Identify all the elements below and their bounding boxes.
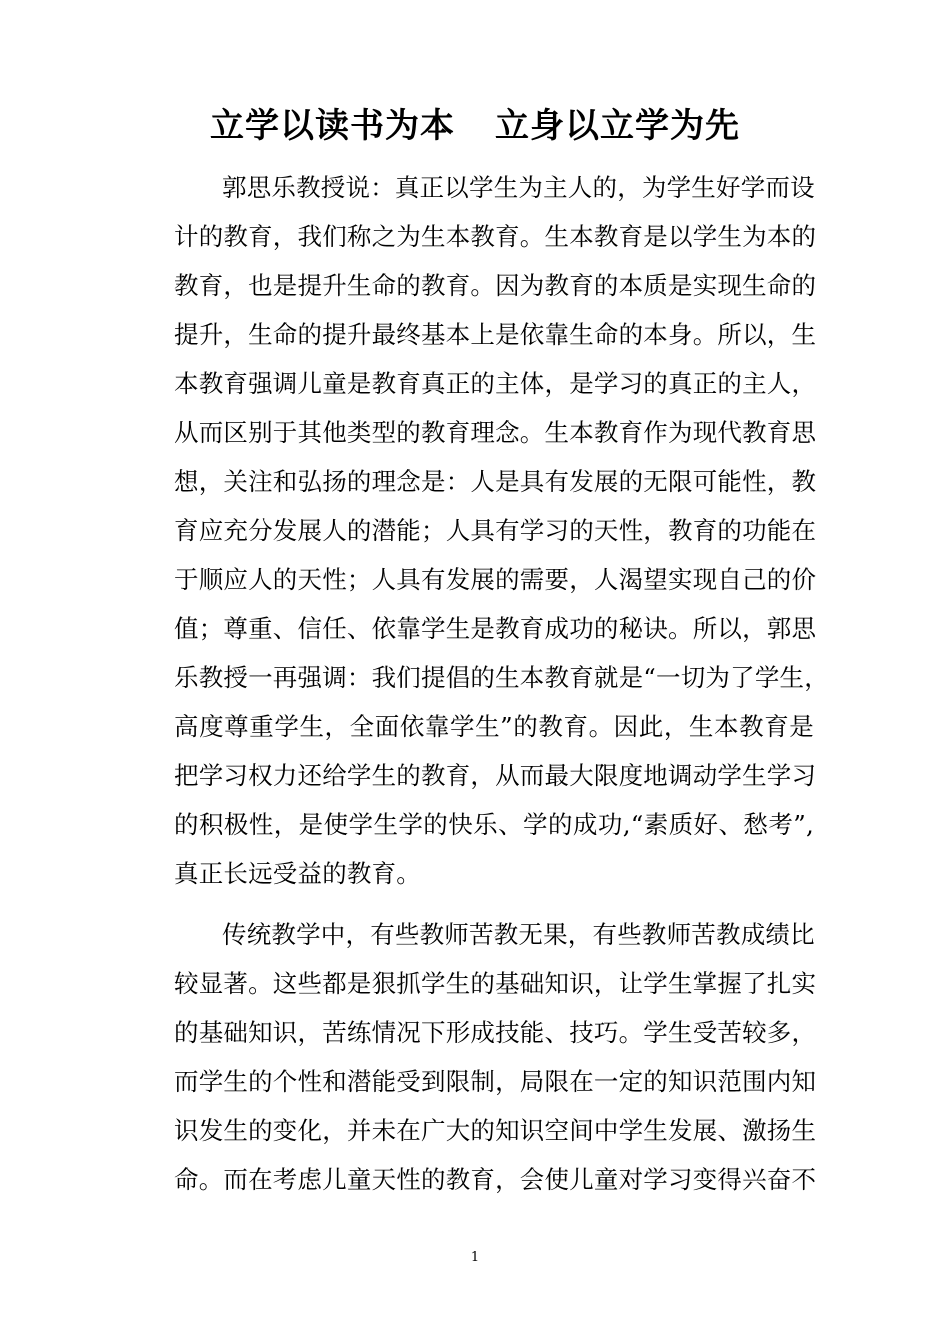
- paragraph-line: 郭思乐教授说：真正以学生为主人的，为学生好学而设: [222, 173, 815, 202]
- paragraph-2: [174, 910, 817, 1204]
- paragraph-line: 于顺应人的天性；人具有发展的需要，人渴望实现自己的价: [174, 565, 817, 594]
- paragraph-line: 想，关注和弘扬的理念是：人是具有发展的无限可能性，教: [174, 467, 817, 496]
- paragraph-line: 从而区别于其他类型的教育理念。生本教育作为现代教育思: [174, 418, 817, 447]
- paragraph-line: 传统教学中，有些教师苦教无果，有些教师苦教成绩比: [222, 920, 815, 949]
- paragraph-line: 高度尊重学生，全面依靠学生”的教育。因此，生本教育是: [174, 712, 814, 741]
- paragraph-line: 识发生的变化，并未在广大的知识空间中学生发展、激扬生: [174, 1116, 817, 1145]
- title-part-1: 立学以读书为本: [210, 106, 455, 146]
- paragraph-line: 育应充分发展人的潜能；人具有学习的天性，教育的功能在: [174, 516, 817, 545]
- paragraph-line: 而学生的个性和潜能受到限制，局限在一定的知识范围内知: [174, 1067, 817, 1096]
- document-title: [0, 100, 950, 152]
- paragraph-1: [174, 163, 829, 898]
- paragraph-line: 的基础知识，苦练情况下形成技能、技巧。学生受苦较多，: [174, 1018, 817, 1047]
- paragraph-line: 本教育强调儿童是教育真正的主体，是学习的真正的主人，: [174, 369, 817, 398]
- page-number: 1: [470, 1250, 480, 1265]
- paragraph-line: 把学习权力还给学生的教育，从而最大限度地调动学生学习: [174, 761, 817, 790]
- paragraph-line: 提升，生命的提升最终基本上是依靠生命的本身。所以，生: [174, 320, 817, 349]
- paragraph-line: 乐教授一再强调：我们提倡的生本教育就是“一切为了学生，: [174, 663, 829, 692]
- paragraph-line: 真正长远受益的教育。: [174, 859, 421, 888]
- title-part-2: 立身以立学为先: [495, 106, 740, 146]
- paragraph-line: 的积极性，是使学生学的快乐、学的成功,“素质好、愁考”,: [174, 810, 814, 839]
- paragraph-line: 命。而在考虑儿童天性的教育，会使儿童对学习变得兴奋不: [174, 1165, 817, 1194]
- paragraph-line: 较显著。这些都是狠抓学生的基础知识，让学生掌握了扎实: [174, 969, 817, 998]
- paragraph-spacer: [174, 898, 814, 910]
- paragraph-line: 教育，也是提升生命的教育。因为教育的本质是实现生命的: [174, 271, 817, 300]
- document-body: [174, 163, 829, 1204]
- paragraph-line: 计的教育，我们称之为生本教育。生本教育是以学生为本的: [174, 222, 817, 251]
- paragraph-line: 值；尊重、信任、依靠学生是教育成功的秘诀。所以，郭思: [174, 614, 817, 643]
